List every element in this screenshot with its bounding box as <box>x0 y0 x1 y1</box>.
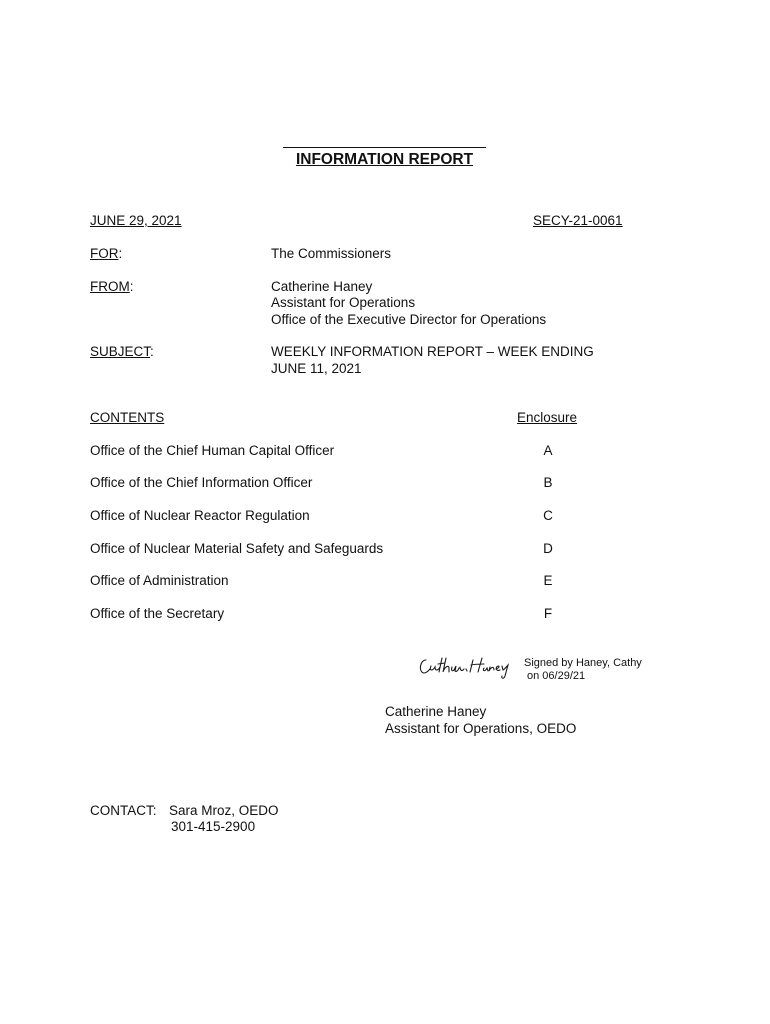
contents-row <box>90 540 570 557</box>
contents-heading: CONTENTS <box>90 410 165 425</box>
signer-name: Catherine Haney <box>385 704 487 719</box>
contents-row-enclosure: C <box>543 508 553 523</box>
contents-row-label: Office of the Chief Human Capital Officer <box>90 443 335 458</box>
contents-row-label: Office of Administration <box>90 573 229 588</box>
contact-label: CONTACT: <box>90 803 157 818</box>
contact-phone: 301-415-2900 <box>171 819 256 834</box>
signer-title: Assistant for Operations, OEDO <box>385 721 577 736</box>
contents-row-label: Office of Nuclear Reactor Regulation <box>90 508 310 523</box>
from-title: Assistant for Operations <box>271 295 416 310</box>
subject-label-row <box>90 343 154 360</box>
contents-row-enclosure: B <box>543 475 553 490</box>
contents-row-enclosure: E <box>543 573 553 588</box>
contents-row <box>90 605 570 622</box>
contents-row <box>90 507 570 524</box>
subject-label: SUBJECT <box>90 344 151 359</box>
handwritten-signature <box>416 652 518 682</box>
contents-row <box>90 474 570 491</box>
contents-row <box>90 572 570 589</box>
from-label-row <box>90 278 134 295</box>
signed-note-line-1: Signed by Haney, Cathy <box>524 657 642 669</box>
contents-row-enclosure: A <box>543 443 553 458</box>
enclosure-heading: Enclosure <box>517 410 578 425</box>
contents-row-label: Office of Nuclear Material Safety and Safeguards <box>90 541 384 556</box>
contents-row-enclosure: D <box>543 541 553 556</box>
for-value: The Commissioners <box>271 246 392 261</box>
report-number: SECY-21-0061 <box>533 213 623 228</box>
subject-colon: : <box>150 344 154 359</box>
contents-row-enclosure: F <box>543 606 553 621</box>
page-title: INFORMATION REPORT <box>295 151 474 168</box>
from-label: FROM <box>90 279 130 294</box>
contact-name: Sara Mroz, OEDO <box>169 803 279 818</box>
subject-line-1: WEEKLY INFORMATION REPORT – WEEK ENDING <box>271 344 594 359</box>
for-colon: : <box>118 246 123 261</box>
report-date: JUNE 29, 2021 <box>90 213 182 228</box>
for-label-row <box>90 245 122 262</box>
from-name: Catherine Haney <box>271 279 373 294</box>
for-label: FOR <box>90 246 119 261</box>
from-office: Office of the Executive Director for Operations <box>271 312 547 327</box>
from-colon: : <box>129 279 134 294</box>
subject-line-2: JUNE 11, 2021 <box>271 361 362 376</box>
signed-note-line-2: on 06/29/21 <box>527 670 586 682</box>
contents-row-label: Office of the Chief Information Officer <box>90 475 313 490</box>
contents-row <box>90 442 570 459</box>
title-rule <box>283 147 486 148</box>
contents-row-label: Office of the Secretary <box>90 606 225 621</box>
